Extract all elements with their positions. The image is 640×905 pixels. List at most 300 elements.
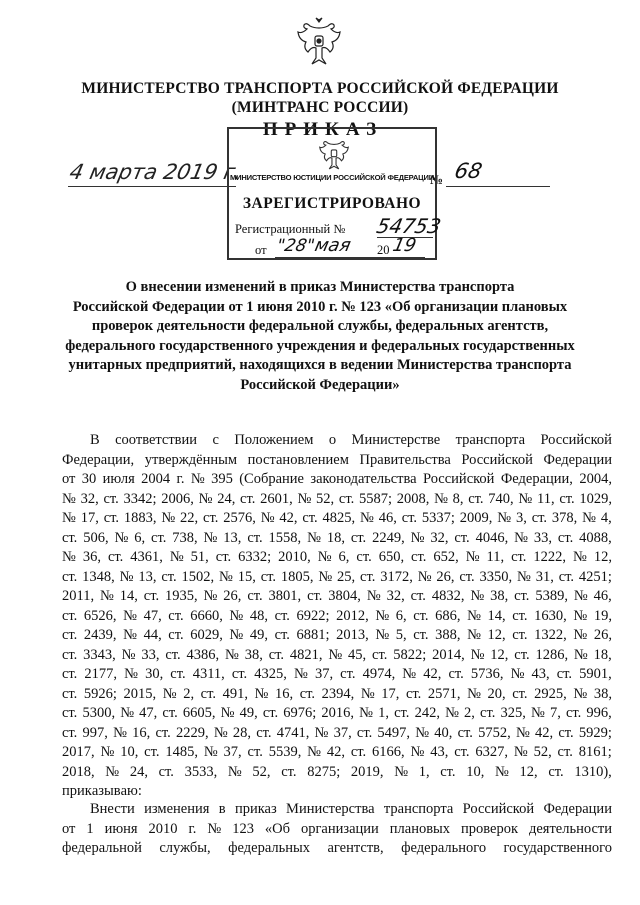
word: 38, xyxy=(593,685,612,702)
word: № xyxy=(190,471,205,487)
word: Российской xyxy=(540,432,612,448)
word: 33, xyxy=(141,646,160,663)
word: 2, xyxy=(464,705,475,721)
stamp-from-label: от xyxy=(255,243,267,257)
word: от xyxy=(62,820,76,837)
word: № xyxy=(328,646,343,663)
word: ст. xyxy=(107,549,124,565)
word: ст. xyxy=(559,490,575,507)
word: 686, xyxy=(435,607,461,624)
word: № xyxy=(162,685,177,702)
word: 13, xyxy=(138,568,157,585)
word: изменения xyxy=(144,801,210,817)
word: федеральных xyxy=(228,840,311,856)
word: ст. xyxy=(512,607,528,624)
word: 6881; xyxy=(296,627,330,643)
word: ст. xyxy=(548,763,564,780)
word: 1348, xyxy=(82,568,115,585)
word: 7, xyxy=(549,705,561,721)
word: № xyxy=(445,705,459,721)
word: 123 xyxy=(232,820,254,837)
word: г. xyxy=(188,820,197,837)
preamble-paragraph xyxy=(62,431,612,802)
word: № xyxy=(294,666,308,682)
word: 8, xyxy=(452,490,464,507)
word: 1502, xyxy=(181,568,215,585)
word: 242, xyxy=(414,705,440,721)
word: 16, xyxy=(274,685,294,702)
word: 4386, xyxy=(186,646,220,663)
word: 40, xyxy=(434,724,453,741)
word: 2571, xyxy=(427,685,461,702)
word: № xyxy=(467,685,481,702)
text-line xyxy=(62,626,612,646)
word: 388, xyxy=(435,627,461,643)
order-date: 4 марта 2019 г. xyxy=(67,160,245,184)
word: 4046, xyxy=(475,529,509,546)
word: № xyxy=(260,510,275,526)
word: 18, xyxy=(593,646,612,663)
word: 3350, xyxy=(479,568,513,585)
word: 2015, xyxy=(123,685,157,702)
word: ст. xyxy=(413,627,429,643)
word: № xyxy=(317,549,332,565)
word: № xyxy=(573,627,588,643)
word: ст. xyxy=(62,666,78,682)
coat-of-arms-emblem xyxy=(294,16,344,68)
word: 3801, xyxy=(268,588,302,604)
word: ю: xyxy=(127,783,142,799)
word: 3343, xyxy=(83,646,116,663)
registration-stamp xyxy=(227,127,444,260)
word: постановлением xyxy=(247,451,349,468)
word: № xyxy=(359,705,373,721)
word: плановых xyxy=(389,820,451,837)
word: 25, xyxy=(337,568,356,585)
word: 37, xyxy=(333,724,352,741)
word: ст. xyxy=(356,549,372,565)
word: № xyxy=(517,568,531,585)
word: 12, xyxy=(593,549,612,565)
word: № xyxy=(229,607,244,624)
text-line xyxy=(62,587,612,607)
word: № xyxy=(573,588,588,604)
word: 2016, xyxy=(321,705,355,721)
word: 24, xyxy=(217,490,236,507)
word: ст. xyxy=(514,588,530,604)
word: 12, xyxy=(487,627,506,643)
word: № xyxy=(100,744,115,760)
word: Федерации xyxy=(543,801,612,817)
word: № xyxy=(203,588,218,604)
word: 2925, xyxy=(534,685,567,702)
word: 13, xyxy=(223,529,242,546)
word: ст. xyxy=(256,724,272,741)
word: 4325, xyxy=(254,666,287,682)
word: 5300, xyxy=(82,705,116,721)
word: ст. xyxy=(62,705,78,721)
word: 12, xyxy=(490,646,509,663)
word: 42, xyxy=(535,724,554,741)
word: 2013, xyxy=(336,627,369,643)
word: № xyxy=(225,646,239,663)
word: ст. xyxy=(200,685,216,702)
word: № xyxy=(573,685,588,702)
word: 2229, xyxy=(175,724,209,741)
word: № xyxy=(582,510,596,526)
word: проверок xyxy=(461,820,519,837)
word: № xyxy=(227,763,242,780)
word: 48, xyxy=(249,607,268,624)
word: ст. xyxy=(144,744,160,760)
word: 1, xyxy=(378,705,389,721)
word: 14, xyxy=(119,588,138,604)
word: 10, xyxy=(466,763,485,780)
word: Правительства xyxy=(359,451,451,468)
word: № xyxy=(198,490,213,507)
word: 506, xyxy=(83,529,109,546)
word: 32, xyxy=(386,588,405,604)
word: 6, xyxy=(338,549,350,565)
word: ст. xyxy=(62,646,78,663)
word: 1 xyxy=(86,820,94,837)
word: 17, xyxy=(381,685,400,702)
word: ст. xyxy=(62,724,78,741)
word: ст. xyxy=(62,627,78,643)
word: 6029, xyxy=(190,627,223,643)
word: В xyxy=(90,432,100,448)
word: 1935, xyxy=(165,588,198,604)
word: «Об xyxy=(264,820,290,837)
word: ст. xyxy=(203,510,219,526)
word: 5539, xyxy=(268,744,302,760)
word: ст. xyxy=(454,744,470,760)
word: № xyxy=(515,724,530,741)
stamp-emblem-icon xyxy=(317,136,351,172)
word: 5587; xyxy=(358,490,392,507)
word: Федерации, xyxy=(62,451,135,468)
text-line xyxy=(62,431,612,451)
word: ст. xyxy=(556,666,573,682)
word: организации xyxy=(300,820,379,837)
word: 3533, xyxy=(184,763,218,780)
word: № xyxy=(410,529,425,546)
word: № xyxy=(467,607,481,624)
word: 4821, xyxy=(289,646,323,663)
word: № xyxy=(518,490,533,507)
word: ст. xyxy=(454,529,470,546)
word: в xyxy=(113,783,121,799)
date-underline xyxy=(68,186,236,187)
word: 491, xyxy=(222,685,248,702)
word: 4361, xyxy=(130,549,163,565)
word: 1485, xyxy=(165,744,198,760)
word: ст. xyxy=(356,724,373,741)
word: ст. xyxy=(215,549,232,565)
word: ст. xyxy=(299,685,315,702)
word: ст. xyxy=(480,705,496,721)
word: ст. xyxy=(411,549,427,565)
title-line: проверок деятельности федеральной службы, федеральных агентств, xyxy=(91,318,549,335)
word: ст. xyxy=(158,763,174,780)
word: транспорта xyxy=(455,432,526,448)
word: ст. xyxy=(262,705,279,721)
order-paragraph xyxy=(62,800,612,859)
word: Министерства xyxy=(286,801,375,817)
word: 38, xyxy=(490,588,509,604)
word: 2008, xyxy=(396,490,430,507)
title-line: О внесении изменений в приказ Министерства транспорта xyxy=(125,279,515,295)
word: ст. xyxy=(302,510,318,526)
word: № xyxy=(467,627,481,643)
word: 4251; xyxy=(578,568,612,585)
word: № xyxy=(402,666,417,682)
order-number: 68 xyxy=(452,159,485,183)
word: 2249, xyxy=(372,529,405,546)
word: Российской xyxy=(461,451,533,468)
word: ст. xyxy=(531,510,548,526)
word: 2004, xyxy=(579,471,612,487)
word: № xyxy=(394,763,409,780)
word: 18, xyxy=(326,529,345,546)
word: а xyxy=(120,783,128,799)
word: № xyxy=(219,568,233,585)
word: ст. xyxy=(440,763,456,780)
word: № xyxy=(62,510,76,526)
word: № xyxy=(120,705,135,721)
word: ст. xyxy=(401,510,418,526)
word: № xyxy=(254,685,269,702)
word: № xyxy=(470,646,485,663)
word: № xyxy=(434,490,448,507)
word: № xyxy=(417,568,432,585)
word: агентств, xyxy=(327,840,384,856)
word: № xyxy=(497,510,512,526)
word: № xyxy=(360,510,374,526)
word: 4, xyxy=(600,510,612,526)
text-line xyxy=(62,470,612,490)
word: 5736, xyxy=(470,666,504,682)
word: 26, xyxy=(436,568,455,585)
number-underline xyxy=(446,186,550,187)
word: 30, xyxy=(145,666,164,682)
word: 49, xyxy=(249,627,268,643)
word: 2011, xyxy=(62,588,95,604)
word: ст. xyxy=(247,529,263,546)
word: ст. xyxy=(307,588,323,604)
word: 996, xyxy=(586,705,612,721)
word: 5389, xyxy=(535,588,568,604)
word: 6976; xyxy=(283,705,317,721)
word: 6166, xyxy=(372,744,405,760)
word: ст. xyxy=(338,490,355,507)
title-line: федерального государственного учреждения и федеральных государственных xyxy=(65,337,575,354)
stamp-year-suffix: 19 xyxy=(390,235,419,256)
text-line xyxy=(62,743,612,763)
word: 1286, xyxy=(535,646,569,663)
word: ст. xyxy=(511,549,527,565)
word: ст. xyxy=(512,685,528,702)
word: ст. xyxy=(558,568,575,585)
word: 6922; xyxy=(296,607,330,624)
stamp-reg-number: 54753 xyxy=(374,214,444,238)
word: ст. xyxy=(459,568,475,585)
word: ст. xyxy=(512,627,528,643)
word: 8161; xyxy=(578,744,612,760)
word: а xyxy=(91,783,99,799)
word: ст. xyxy=(260,568,276,585)
word: 6327, xyxy=(475,744,508,760)
word: 1310), xyxy=(574,763,612,780)
word: 4311, xyxy=(192,666,225,682)
word: 44, xyxy=(143,627,162,643)
word: 46, xyxy=(593,588,612,604)
word: ст. xyxy=(565,705,582,721)
word: № xyxy=(113,724,127,741)
word: ст. xyxy=(247,744,263,760)
word: 15, xyxy=(237,568,256,585)
word: и xyxy=(77,783,85,799)
word: № xyxy=(495,763,509,780)
word: 14, xyxy=(487,607,506,624)
text-line xyxy=(62,820,612,840)
word: 2010 xyxy=(148,820,178,837)
text-line xyxy=(62,548,612,568)
word: 325, xyxy=(500,705,526,721)
word: 2004 xyxy=(141,471,171,487)
word: 4832, xyxy=(431,588,465,604)
title-line: Российской Федерации» xyxy=(240,376,400,393)
word: № xyxy=(307,744,322,760)
word: ст. xyxy=(165,646,181,663)
word: 6, xyxy=(395,607,407,624)
word: 28, xyxy=(232,724,251,741)
text-line xyxy=(62,607,612,627)
title-line: унитарных предприятий, находящихся в ведении Министерства транспорта xyxy=(68,357,572,374)
word: 47, xyxy=(139,705,158,721)
word: № xyxy=(169,549,184,565)
word: 6, xyxy=(134,529,146,546)
word: ст. xyxy=(557,744,573,760)
word: ст. xyxy=(405,685,422,702)
word: г. xyxy=(176,471,185,487)
word: № xyxy=(307,529,321,546)
word: № xyxy=(410,744,425,760)
word: 3804, xyxy=(328,588,361,604)
word: 49, xyxy=(239,705,258,721)
word: № xyxy=(62,490,76,507)
text-line xyxy=(62,800,612,820)
word: ы xyxy=(104,783,114,799)
word: 6332; xyxy=(238,549,272,565)
word: к xyxy=(84,783,92,799)
word: 6660, xyxy=(190,607,223,624)
word: законодательства xyxy=(310,471,417,487)
word: ст. xyxy=(350,529,367,546)
stamp-month: мая xyxy=(312,235,353,256)
word: 2576, xyxy=(223,510,256,526)
word: 52, xyxy=(533,744,552,760)
word: 2018, xyxy=(62,763,95,780)
word: № xyxy=(220,705,235,721)
word: № xyxy=(123,607,137,624)
word: ст. xyxy=(170,666,186,682)
document-title xyxy=(40,278,600,396)
word: 5, xyxy=(395,627,407,643)
word: № xyxy=(121,646,136,663)
word: 5752, xyxy=(478,724,511,741)
word: 740, xyxy=(488,490,514,507)
word: ст. xyxy=(103,510,119,526)
word: федерального xyxy=(401,840,487,856)
word: № xyxy=(124,666,138,682)
word: 2006, xyxy=(161,490,194,507)
word: ст. xyxy=(281,763,297,780)
word: ст. xyxy=(62,607,78,624)
word: 52, xyxy=(252,763,271,780)
word: 5929; xyxy=(578,724,612,741)
word: 43, xyxy=(430,744,449,760)
word: 8275; xyxy=(307,763,341,780)
word: № xyxy=(123,627,137,643)
word: 37, xyxy=(314,666,334,682)
word: Российской xyxy=(462,801,535,817)
word: 4974, xyxy=(362,666,396,682)
text-line xyxy=(62,704,612,724)
word: 22, xyxy=(180,510,199,526)
word: 997, xyxy=(82,724,108,741)
word: в xyxy=(218,801,226,817)
text-line xyxy=(62,782,612,802)
word: 2601, xyxy=(260,490,293,507)
word: 36, xyxy=(82,549,101,565)
word: 1322, xyxy=(534,627,567,643)
word: з xyxy=(98,783,104,799)
word: 26, xyxy=(223,588,242,604)
word: № xyxy=(229,627,244,643)
word: 20, xyxy=(487,685,506,702)
word: 4088, xyxy=(579,529,612,546)
word: 2394, xyxy=(321,685,355,702)
word: 32, xyxy=(430,529,449,546)
word: июня xyxy=(104,820,138,837)
word: 42, xyxy=(326,744,345,760)
word: № xyxy=(203,744,218,760)
word: № xyxy=(415,724,430,741)
word: ст. xyxy=(151,529,167,546)
word: Положением xyxy=(234,432,314,448)
word: 26, xyxy=(593,627,612,643)
word: № xyxy=(318,568,333,585)
word: ст. xyxy=(410,588,426,604)
word: № xyxy=(100,588,114,604)
word: ст. xyxy=(143,588,160,604)
word: 1029, xyxy=(579,490,612,507)
word: 11, xyxy=(536,490,555,507)
text-line xyxy=(62,568,612,588)
text-line xyxy=(62,839,612,859)
word: 2009, xyxy=(459,510,493,526)
stamp-year-prefix: 20 xyxy=(377,243,390,257)
word: 738, xyxy=(172,529,198,546)
word: № xyxy=(360,685,375,702)
word: 6526, xyxy=(83,607,117,624)
word: ст. xyxy=(274,607,290,624)
word: 42, xyxy=(279,510,298,526)
word: 31, xyxy=(535,568,554,585)
text-line xyxy=(62,665,612,685)
word: 19, xyxy=(593,607,612,624)
